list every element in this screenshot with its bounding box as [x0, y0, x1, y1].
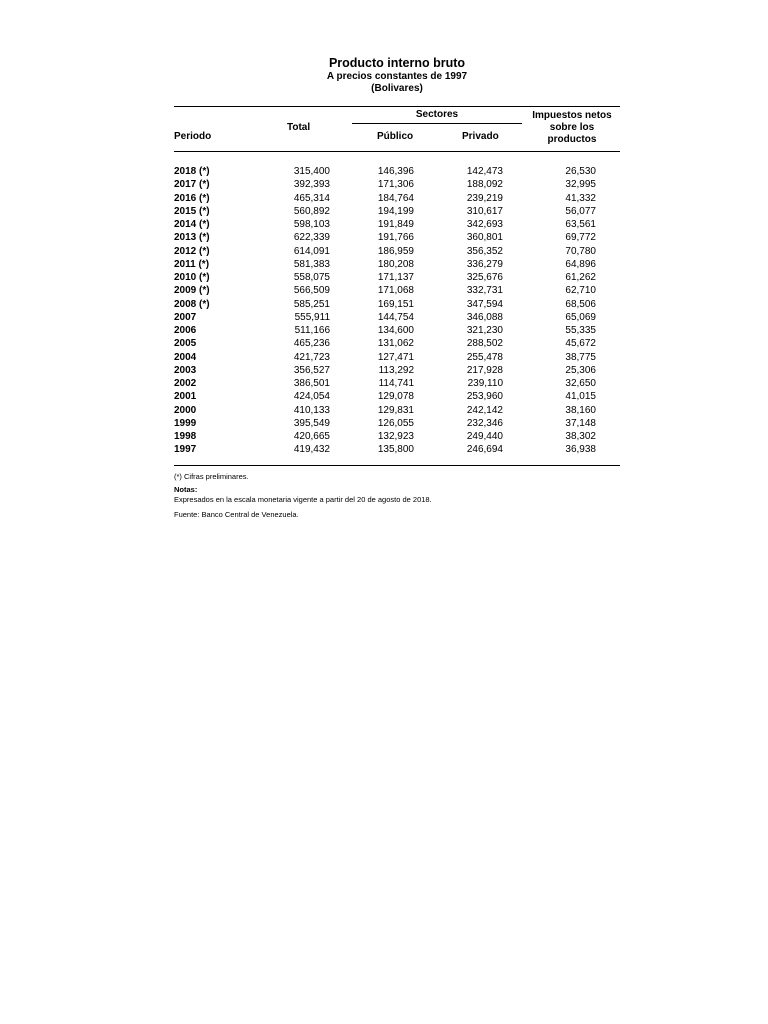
cell-publico: 135,800	[377, 444, 414, 456]
cell-impuestos: 62,710	[565, 285, 596, 297]
cell-period: 2008 (*)	[174, 298, 210, 310]
cell-total: 598,103	[293, 219, 330, 230]
source-text: Fuente: Banco Central de Venezuela.	[174, 509, 299, 519]
cell-privado: 249,440	[466, 431, 503, 442]
cell-period: 2004	[174, 351, 197, 363]
cell-period: 2014 (*)	[174, 219, 210, 230]
cell-publico: 129,078	[377, 391, 414, 403]
cell-publico: 186,959	[377, 245, 414, 257]
cell-publico: 126,055	[377, 417, 414, 429]
cell-period: 2003	[174, 364, 197, 376]
cell-period: 2013 (*)	[174, 232, 210, 244]
cell-total: 386,501	[293, 378, 330, 389]
cell-privado: 253,960	[466, 391, 503, 403]
header-impuestos-line3: productos	[547, 134, 597, 145]
table-row	[174, 351, 620, 364]
cell-impuestos: 32,650	[565, 378, 596, 389]
cell-privado: 360,801	[466, 232, 503, 244]
cell-privado: 142,473	[466, 166, 503, 177]
header-periodo: Periodo	[174, 131, 212, 142]
table-row	[174, 324, 620, 337]
cell-period: 2009 (*)	[174, 285, 210, 297]
cell-privado: 239,219	[466, 192, 503, 204]
cell-publico: 131,062	[377, 338, 414, 350]
cell-impuestos: 41,015	[565, 391, 596, 403]
cell-publico: 171,306	[377, 179, 414, 191]
table-row	[174, 337, 620, 350]
cell-privado: 332,731	[466, 285, 503, 297]
cell-impuestos: 26,530	[565, 166, 596, 177]
cell-impuestos: 68,506	[565, 298, 596, 310]
cell-total: 465,314	[293, 192, 330, 204]
cell-total: 581,383	[293, 258, 330, 270]
table-row	[174, 258, 620, 271]
cell-publico: 132,923	[377, 431, 414, 442]
footnote: (*) Cifras preliminares.	[174, 471, 249, 481]
cell-period: 2005	[174, 338, 197, 350]
page-subtitle: A precios constantes de 1997	[326, 71, 468, 82]
cell-period: 2001	[174, 391, 197, 403]
table-row	[174, 390, 620, 403]
cell-privado: 325,676	[466, 272, 503, 283]
header-impuestos-line1: Impuestos netos	[532, 110, 612, 121]
cell-impuestos: 61,262	[565, 272, 596, 283]
cell-total: 420,665	[293, 431, 330, 442]
notes-label: Notas:	[174, 484, 198, 494]
cell-privado: 288,502	[466, 338, 503, 350]
cell-total: 555,911	[294, 311, 330, 323]
title-block	[174, 56, 620, 95]
cell-total: 585,251	[293, 298, 330, 310]
cell-privado: 336,279	[466, 258, 503, 270]
cell-privado: 321,230	[466, 325, 503, 336]
table-bottom-rule	[174, 465, 620, 466]
cell-impuestos: 64,896	[565, 258, 596, 270]
cell-total: 560,892	[293, 205, 330, 217]
cell-publico: 171,068	[377, 285, 414, 297]
cell-impuestos: 45,672	[565, 338, 596, 350]
cell-privado: 310,617	[466, 205, 503, 217]
header-sectores: Sectores	[415, 109, 459, 120]
cell-privado: 356,352	[466, 245, 503, 257]
cell-impuestos: 69,772	[565, 232, 596, 244]
page-title: Producto interno bruto	[328, 56, 466, 70]
cell-privado: 232,346	[466, 417, 503, 429]
cell-publico: 146,396	[377, 166, 414, 177]
cell-period: 2015 (*)	[174, 205, 210, 217]
cell-publico: 127,471	[377, 351, 414, 363]
cell-period: 1999	[174, 417, 197, 429]
cell-total: 419,432	[293, 444, 330, 456]
table-row	[174, 231, 620, 244]
header-impuestos-line2: sobre los	[549, 122, 595, 133]
cell-impuestos: 25,306	[565, 364, 596, 376]
table-body	[174, 165, 620, 457]
header-impuestos	[524, 110, 620, 146]
cell-period: 2006	[174, 325, 197, 336]
cell-total: 421,723	[293, 351, 330, 363]
header-publico: Público	[377, 131, 414, 142]
table-row	[174, 284, 620, 297]
cell-privado: 347,594	[466, 298, 503, 310]
notes-section	[174, 472, 620, 520]
cell-total: 614,091	[293, 245, 330, 257]
cell-period: 1997	[174, 444, 197, 456]
cell-impuestos: 55,335	[565, 325, 596, 336]
header-total: Total	[287, 122, 311, 133]
cell-publico: 171,137	[377, 272, 414, 283]
cell-total: 558,075	[293, 272, 330, 283]
table-row	[174, 205, 620, 218]
cell-impuestos: 38,302	[565, 431, 596, 442]
cell-period: 2018 (*)	[174, 166, 210, 177]
table-row	[174, 404, 620, 417]
cell-impuestos: 38,160	[565, 404, 596, 416]
cell-publico: 144,754	[377, 311, 414, 323]
table-row	[174, 311, 620, 324]
cell-publico: 191,766	[377, 232, 414, 244]
cell-privado: 255,478	[466, 351, 503, 363]
cell-privado: 342,693	[466, 219, 503, 230]
table-header	[174, 107, 620, 151]
header-privado: Privado	[462, 131, 499, 142]
cell-privado: 217,928	[466, 364, 503, 376]
cell-publico: 184,764	[377, 192, 414, 204]
cell-period: 2002	[174, 378, 197, 389]
cell-period: 2010 (*)	[174, 272, 210, 283]
cell-privado: 346,088	[466, 311, 503, 323]
table-row	[174, 364, 620, 377]
cell-total: 566,509	[293, 285, 330, 297]
table-row	[174, 298, 620, 311]
sectores-underline	[352, 123, 522, 124]
cell-impuestos: 65,069	[565, 311, 596, 323]
table-row	[174, 165, 620, 178]
unit-label: (Bolivares)	[371, 83, 423, 94]
cell-publico: 129,831	[377, 404, 414, 416]
cell-publico: 169,151	[377, 298, 414, 310]
cell-period: 2012 (*)	[174, 245, 210, 257]
cell-total: 395,549	[293, 417, 330, 429]
cell-privado: 239,110	[467, 378, 503, 389]
cell-impuestos: 70,780	[565, 245, 596, 257]
cell-impuestos: 36,938	[565, 444, 596, 456]
cell-impuestos: 38,775	[565, 351, 596, 363]
cell-privado: 242,142	[466, 404, 503, 416]
cell-total: 410,133	[293, 404, 330, 416]
table-row	[174, 178, 620, 191]
cell-publico: 191,849	[377, 219, 414, 230]
cell-period: 2011 (*)	[174, 258, 210, 270]
cell-total: 511,166	[294, 325, 330, 336]
table-row	[174, 271, 620, 284]
cell-privado: 246,694	[466, 444, 503, 456]
table-row	[174, 192, 620, 205]
cell-total: 315,400	[293, 166, 330, 177]
cell-period: 1998	[174, 431, 197, 442]
cell-impuestos: 56,077	[565, 205, 596, 217]
cell-privado: 188,092	[466, 179, 503, 191]
cell-total: 356,527	[293, 364, 330, 376]
notes-text: Expresados en la escala monetaria vigente a partir del 20 de agosto de 2018.	[174, 494, 432, 504]
cell-period: 2017 (*)	[174, 179, 210, 191]
cell-total: 424,054	[293, 391, 330, 403]
table-row	[174, 430, 620, 443]
header-bottom-rule	[174, 151, 620, 152]
table-row	[174, 377, 620, 390]
table-row	[174, 245, 620, 258]
cell-total: 465,236	[293, 338, 330, 350]
cell-period: 2007	[174, 311, 197, 323]
cell-publico: 194,199	[377, 205, 414, 217]
cell-publico: 180,208	[377, 258, 414, 270]
table-row	[174, 417, 620, 430]
cell-publico: 134,600	[377, 325, 414, 336]
cell-publico: 113,292	[378, 364, 414, 376]
cell-period: 2016 (*)	[174, 192, 210, 204]
cell-total: 622,339	[293, 232, 330, 244]
cell-impuestos: 63,561	[565, 219, 596, 230]
cell-impuestos: 37,148	[565, 417, 596, 429]
cell-impuestos: 32,995	[565, 179, 596, 191]
cell-total: 392,393	[293, 179, 330, 191]
document-page	[174, 56, 620, 520]
table-row	[174, 443, 620, 456]
cell-period: 2000	[174, 404, 197, 416]
cell-publico: 114,741	[378, 378, 414, 389]
cell-impuestos: 41,332	[565, 192, 596, 204]
table-row	[174, 218, 620, 231]
